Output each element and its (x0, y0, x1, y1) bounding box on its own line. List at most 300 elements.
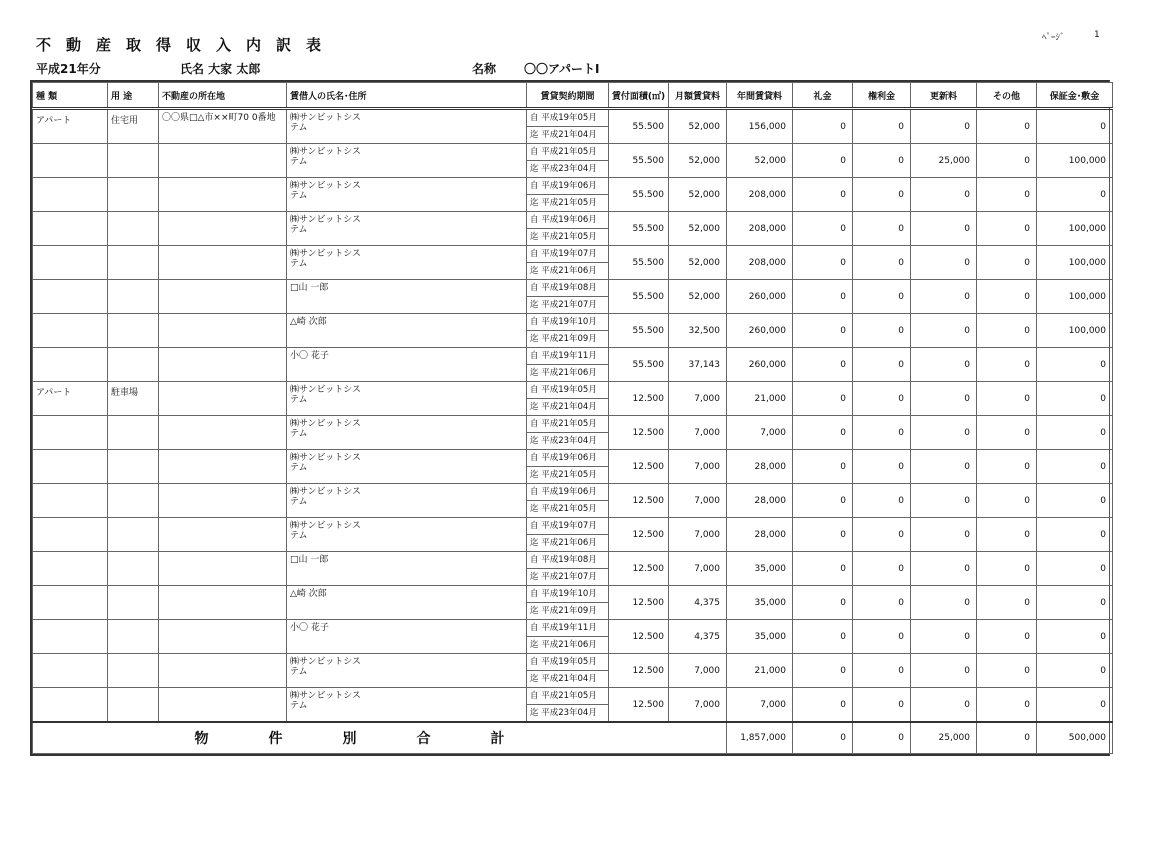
period-from: 自 平成19年11月 (527, 620, 608, 637)
tenant-name: ㈱サンビットシステム (290, 147, 361, 167)
location-cell (159, 586, 287, 620)
use-cell (108, 280, 159, 314)
monthly-rent-cell: 7,000 (669, 450, 727, 484)
location-cell (159, 450, 287, 484)
period-to: 迄 平成21年06月 (530, 538, 597, 548)
tenant-name: ㈱サンビットシステム (290, 419, 361, 439)
monthly-rent-cell: 7,000 (669, 484, 727, 518)
tenant-name: ㈱サンビットシステム (290, 487, 361, 507)
table-row (33, 178, 1113, 212)
kind-cell (33, 416, 108, 450)
other-cell: 0 (977, 620, 1037, 654)
use-cell (108, 144, 159, 178)
area-cell: 55.500 (609, 280, 669, 314)
kind-cell (33, 144, 108, 178)
period-from: 自 平成21年05月 (527, 144, 608, 161)
renewal-fee-cell: 0 (911, 212, 977, 246)
period-to: 迄 平成21年06月 (530, 640, 597, 650)
annual-rent-cell: 260,000 (727, 314, 793, 348)
tenant-cell (287, 109, 527, 144)
reikin-cell: 0 (793, 178, 853, 212)
renewal-fee-cell: 0 (911, 450, 977, 484)
area-cell: 55.500 (609, 178, 669, 212)
kenrikin-cell: 0 (853, 382, 911, 416)
renewal-fee-cell: 0 (911, 416, 977, 450)
total-other: 0 (977, 722, 1037, 754)
period-to: 迄 平成23年04月 (530, 708, 597, 718)
renewal-fee-cell: 0 (911, 620, 977, 654)
tenant-name: □山 一郎 (290, 555, 329, 565)
income-table-frame (30, 80, 1110, 756)
monthly-rent-cell: 52,000 (669, 212, 727, 246)
kenrikin-cell: 0 (853, 620, 911, 654)
kenrikin-cell: 0 (853, 246, 911, 280)
kind-cell (33, 620, 108, 654)
tenant-cell (287, 586, 527, 620)
period-to: 迄 平成21年07月 (530, 300, 597, 310)
monthly-rent-cell: 7,000 (669, 382, 727, 416)
kenrikin-cell: 0 (853, 416, 911, 450)
monthly-rent-cell: 52,000 (669, 246, 727, 280)
monthly-rent-cell: 52,000 (669, 144, 727, 178)
tenant-cell (287, 552, 527, 586)
tenant-cell (287, 654, 527, 688)
reikin-cell: 0 (793, 212, 853, 246)
annual-rent-cell: 7,000 (727, 416, 793, 450)
table-row (33, 450, 1113, 484)
other-cell: 0 (977, 654, 1037, 688)
kenrikin-cell: 0 (853, 212, 911, 246)
location-cell (159, 178, 287, 212)
total-kenrikin: 0 (853, 722, 911, 754)
deposit-cell: 0 (1037, 484, 1113, 518)
table-row (33, 654, 1113, 688)
monthly-rent-cell: 32,500 (669, 314, 727, 348)
deposit-cell: 0 (1037, 654, 1113, 688)
monthly-rent-cell: 7,000 (669, 518, 727, 552)
kenrikin-cell: 0 (853, 484, 911, 518)
use-cell (108, 450, 159, 484)
year-label: 平成21年分 (36, 62, 101, 76)
period-from: 自 平成19年06月 (527, 212, 608, 229)
other-cell: 0 (977, 109, 1037, 144)
kind-cell (33, 246, 108, 280)
reikin-cell: 0 (793, 109, 853, 144)
location-cell (159, 314, 287, 348)
table-row (33, 212, 1113, 246)
kind-cell (33, 314, 108, 348)
location-cell (159, 620, 287, 654)
area-cell: 55.500 (609, 348, 669, 382)
total-deposit: 500,000 (1037, 722, 1113, 754)
period-cell (527, 654, 609, 688)
table-row (33, 552, 1113, 586)
period-to: 迄 平成21年09月 (530, 606, 597, 616)
renewal-fee-cell: 0 (911, 109, 977, 144)
period-to: 迄 平成21年05月 (530, 232, 597, 242)
annual-rent-cell: 35,000 (727, 552, 793, 586)
period-cell (527, 246, 609, 280)
other-cell: 0 (977, 280, 1037, 314)
kind-cell (33, 212, 108, 246)
area-cell: 12.500 (609, 654, 669, 688)
renewal-fee-cell: 0 (911, 586, 977, 620)
annual-rent-cell: 156,000 (727, 109, 793, 144)
period-to: 迄 平成21年05月 (530, 504, 597, 514)
tenant-name: 小〇 花子 (290, 351, 329, 361)
period-cell (527, 280, 609, 314)
area-cell: 12.500 (609, 518, 669, 552)
annual-rent-cell: 7,000 (727, 688, 793, 723)
tenant-cell (287, 348, 527, 382)
period-from: 自 平成19年08月 (527, 552, 608, 569)
period-cell (527, 586, 609, 620)
kind-cell: アパート (33, 382, 108, 416)
table-row (33, 280, 1113, 314)
kenrikin-cell: 0 (853, 688, 911, 723)
monthly-rent-cell: 7,000 (669, 416, 727, 450)
deposit-cell: 100,000 (1037, 280, 1113, 314)
total-annual-rent: 1,857,000 (727, 722, 793, 754)
table-row (33, 586, 1113, 620)
column-header: 用 途 (108, 83, 159, 109)
annual-rent-cell: 208,000 (727, 212, 793, 246)
table-row (33, 382, 1113, 416)
period-from: 自 平成19年07月 (527, 518, 608, 535)
location-cell (159, 246, 287, 280)
column-header: 権利金 (853, 83, 911, 109)
area-cell: 12.500 (609, 586, 669, 620)
renewal-fee-cell: 0 (911, 382, 977, 416)
column-header: 更新料 (911, 83, 977, 109)
deposit-cell: 0 (1037, 348, 1113, 382)
renewal-fee-cell: 0 (911, 314, 977, 348)
period-from: 自 平成19年05月 (527, 382, 608, 399)
column-header: 年間賃貸料 (727, 83, 793, 109)
reikin-cell: 0 (793, 280, 853, 314)
monthly-rent-cell: 7,000 (669, 654, 727, 688)
location-cell (159, 416, 287, 450)
period-to: 迄 平成21年06月 (530, 368, 597, 378)
tenant-name: ㈱サンビットシステム (290, 521, 361, 541)
period-from: 自 平成19年06月 (527, 450, 608, 467)
period-cell (527, 484, 609, 518)
period-cell (527, 109, 609, 144)
monthly-rent-cell: 52,000 (669, 280, 727, 314)
annual-rent-cell: 52,000 (727, 144, 793, 178)
tenant-cell (287, 280, 527, 314)
deposit-cell: 0 (1037, 416, 1113, 450)
column-header: その他 (977, 83, 1037, 109)
other-cell: 0 (977, 416, 1037, 450)
area-cell: 55.500 (609, 144, 669, 178)
renewal-fee-cell: 0 (911, 348, 977, 382)
document-title: 不動産取得収入内訳表 (36, 36, 337, 54)
deposit-cell: 0 (1037, 518, 1113, 552)
annual-rent-cell: 208,000 (727, 178, 793, 212)
reikin-cell: 0 (793, 654, 853, 688)
column-header: 賃付面積(㎡) (609, 83, 669, 109)
column-header: 不動産の所在地 (159, 83, 287, 109)
reikin-cell: 0 (793, 688, 853, 723)
location-cell: 〇〇県□△市××町70 0番地 (159, 109, 287, 144)
location-cell (159, 348, 287, 382)
use-cell (108, 654, 159, 688)
period-to: 迄 平成21年04月 (530, 402, 597, 412)
column-header: 保証金･敷金 (1037, 83, 1113, 109)
other-cell: 0 (977, 144, 1037, 178)
annual-rent-cell: 208,000 (727, 246, 793, 280)
tenant-cell (287, 314, 527, 348)
kenrikin-cell: 0 (853, 348, 911, 382)
monthly-rent-cell: 52,000 (669, 178, 727, 212)
use-cell (108, 484, 159, 518)
kind-cell (33, 688, 108, 723)
deposit-cell: 0 (1037, 450, 1113, 484)
period-from: 自 平成19年07月 (527, 246, 608, 263)
tenant-name: ㈱サンビットシステム (290, 691, 361, 711)
kind-cell (33, 552, 108, 586)
page-number: 1 (1094, 30, 1100, 40)
monthly-rent-cell: 4,375 (669, 620, 727, 654)
area-cell: 55.500 (609, 109, 669, 144)
total-label: 物件別合計 (33, 722, 727, 754)
table-row (33, 246, 1113, 280)
total-reikin: 0 (793, 722, 853, 754)
monthly-rent-cell: 37,143 (669, 348, 727, 382)
tenant-name: ㈱サンビットシステム (290, 215, 361, 235)
use-cell (108, 178, 159, 212)
deposit-cell: 100,000 (1037, 212, 1113, 246)
use-cell (108, 518, 159, 552)
area-cell: 12.500 (609, 688, 669, 723)
deposit-cell: 0 (1037, 620, 1113, 654)
area-cell: 55.500 (609, 314, 669, 348)
use-cell: 住宅用 (108, 109, 159, 144)
location-cell (159, 654, 287, 688)
monthly-rent-cell: 4,375 (669, 586, 727, 620)
reikin-cell: 0 (793, 450, 853, 484)
reikin-cell: 0 (793, 314, 853, 348)
tenant-name: ㈱サンビットシステム (290, 249, 361, 269)
area-cell: 12.500 (609, 552, 669, 586)
area-cell: 12.500 (609, 484, 669, 518)
use-cell (108, 212, 159, 246)
kind-cell (33, 586, 108, 620)
reikin-cell: 0 (793, 416, 853, 450)
area-cell: 12.500 (609, 382, 669, 416)
monthly-rent-cell: 7,000 (669, 688, 727, 723)
tenant-name: ㈱サンビットシステム (290, 181, 361, 201)
kind-cell (33, 450, 108, 484)
reikin-cell: 0 (793, 144, 853, 178)
tenant-name: ㈱サンビットシステム (290, 113, 361, 133)
period-cell (527, 416, 609, 450)
use-cell (108, 620, 159, 654)
tenant-cell (287, 382, 527, 416)
period-to: 迄 平成21年04月 (530, 130, 597, 140)
area-cell: 55.500 (609, 212, 669, 246)
kenrikin-cell: 0 (853, 314, 911, 348)
reikin-cell: 0 (793, 586, 853, 620)
annual-rent-cell: 35,000 (727, 620, 793, 654)
kenrikin-cell: 0 (853, 144, 911, 178)
period-to: 迄 平成21年05月 (530, 198, 597, 208)
tenant-cell (287, 450, 527, 484)
income-table (32, 82, 1113, 754)
table-row (33, 314, 1113, 348)
renewal-fee-cell: 0 (911, 518, 977, 552)
owner-label: 氏名 大家 太郎 (180, 62, 261, 76)
tenant-cell (287, 484, 527, 518)
period-from: 自 平成21年05月 (527, 416, 608, 433)
page-label: ﾍﾟｰｼﾞ (1042, 33, 1065, 43)
period-from: 自 平成19年10月 (527, 314, 608, 331)
annual-rent-cell: 28,000 (727, 484, 793, 518)
column-header: 賃貸契約期間 (527, 83, 609, 109)
other-cell: 0 (977, 178, 1037, 212)
deposit-cell: 0 (1037, 552, 1113, 586)
reikin-cell: 0 (793, 382, 853, 416)
use-cell (108, 348, 159, 382)
deposit-cell: 100,000 (1037, 314, 1113, 348)
deposit-cell: 0 (1037, 382, 1113, 416)
annual-rent-cell: 28,000 (727, 450, 793, 484)
annual-rent-cell: 260,000 (727, 348, 793, 382)
renewal-fee-cell: 0 (911, 688, 977, 723)
deposit-cell: 0 (1037, 688, 1113, 723)
use-cell (108, 416, 159, 450)
kind-cell (33, 484, 108, 518)
area-cell: 12.500 (609, 450, 669, 484)
other-cell: 0 (977, 518, 1037, 552)
total-renewal-fee: 25,000 (911, 722, 977, 754)
period-cell (527, 620, 609, 654)
use-cell (108, 552, 159, 586)
period-to: 迄 平成21年06月 (530, 266, 597, 276)
period-from: 自 平成19年10月 (527, 586, 608, 603)
renewal-fee-cell: 0 (911, 280, 977, 314)
location-cell (159, 280, 287, 314)
property-label: 名称 (472, 62, 497, 76)
kenrikin-cell: 0 (853, 450, 911, 484)
location-cell (159, 484, 287, 518)
kenrikin-cell: 0 (853, 552, 911, 586)
deposit-cell: 100,000 (1037, 246, 1113, 280)
reikin-cell: 0 (793, 246, 853, 280)
period-cell (527, 552, 609, 586)
table-row (33, 348, 1113, 382)
other-cell: 0 (977, 586, 1037, 620)
table-row (33, 416, 1113, 450)
kenrikin-cell: 0 (853, 109, 911, 144)
period-from: 自 平成21年05月 (527, 688, 608, 705)
annual-rent-cell: 28,000 (727, 518, 793, 552)
location-cell (159, 382, 287, 416)
table-row (33, 109, 1113, 144)
area-cell: 55.500 (609, 246, 669, 280)
kind-cell: アパート (33, 109, 108, 144)
other-cell: 0 (977, 382, 1037, 416)
tenant-cell (287, 518, 527, 552)
tenant-cell (287, 246, 527, 280)
tenant-cell (287, 178, 527, 212)
kind-cell (33, 178, 108, 212)
period-cell (527, 688, 609, 723)
tenant-cell (287, 212, 527, 246)
reikin-cell: 0 (793, 620, 853, 654)
property-name: 〇〇アパートⅠ (524, 62, 600, 76)
tenant-name: □山 一郎 (290, 283, 329, 293)
period-cell (527, 348, 609, 382)
use-cell (108, 586, 159, 620)
column-header: 種 類 (33, 83, 108, 109)
table-row (33, 484, 1113, 518)
use-cell (108, 688, 159, 723)
period-from: 自 平成19年08月 (527, 280, 608, 297)
renewal-fee-cell: 0 (911, 178, 977, 212)
tenant-name: 小〇 花子 (290, 623, 329, 633)
location-cell (159, 144, 287, 178)
period-to: 迄 平成21年07月 (530, 572, 597, 582)
tenant-name: △崎 次郎 (290, 589, 327, 599)
renewal-fee-cell: 0 (911, 484, 977, 518)
renewal-fee-cell: 0 (911, 552, 977, 586)
column-header: 月額賃貸料 (669, 83, 727, 109)
period-to: 迄 平成23年04月 (530, 164, 597, 174)
other-cell: 0 (977, 348, 1037, 382)
tenant-cell (287, 416, 527, 450)
period-cell (527, 518, 609, 552)
table-row (33, 620, 1113, 654)
column-header: 礼金 (793, 83, 853, 109)
annual-rent-cell: 21,000 (727, 382, 793, 416)
total-row (33, 722, 1113, 754)
period-from: 自 平成19年06月 (527, 178, 608, 195)
kind-cell (33, 280, 108, 314)
use-cell (108, 314, 159, 348)
use-cell (108, 246, 159, 280)
annual-rent-cell: 35,000 (727, 586, 793, 620)
kenrikin-cell: 0 (853, 280, 911, 314)
kenrikin-cell: 0 (853, 586, 911, 620)
location-cell (159, 212, 287, 246)
annual-rent-cell: 21,000 (727, 654, 793, 688)
kind-cell (33, 348, 108, 382)
tenant-name: △崎 次郎 (290, 317, 327, 327)
period-cell (527, 382, 609, 416)
reikin-cell: 0 (793, 552, 853, 586)
other-cell: 0 (977, 314, 1037, 348)
period-to: 迄 平成21年05月 (530, 470, 597, 480)
other-cell: 0 (977, 450, 1037, 484)
table-row (33, 144, 1113, 178)
reikin-cell: 0 (793, 348, 853, 382)
annual-rent-cell: 260,000 (727, 280, 793, 314)
location-cell (159, 518, 287, 552)
deposit-cell: 0 (1037, 178, 1113, 212)
other-cell: 0 (977, 246, 1037, 280)
renewal-fee-cell: 0 (911, 246, 977, 280)
table-row (33, 518, 1113, 552)
period-from: 自 平成19年05月 (527, 110, 608, 127)
kenrikin-cell: 0 (853, 654, 911, 688)
kenrikin-cell: 0 (853, 178, 911, 212)
renewal-fee-cell: 25,000 (911, 144, 977, 178)
other-cell: 0 (977, 688, 1037, 723)
monthly-rent-cell: 52,000 (669, 109, 727, 144)
kenrikin-cell: 0 (853, 518, 911, 552)
